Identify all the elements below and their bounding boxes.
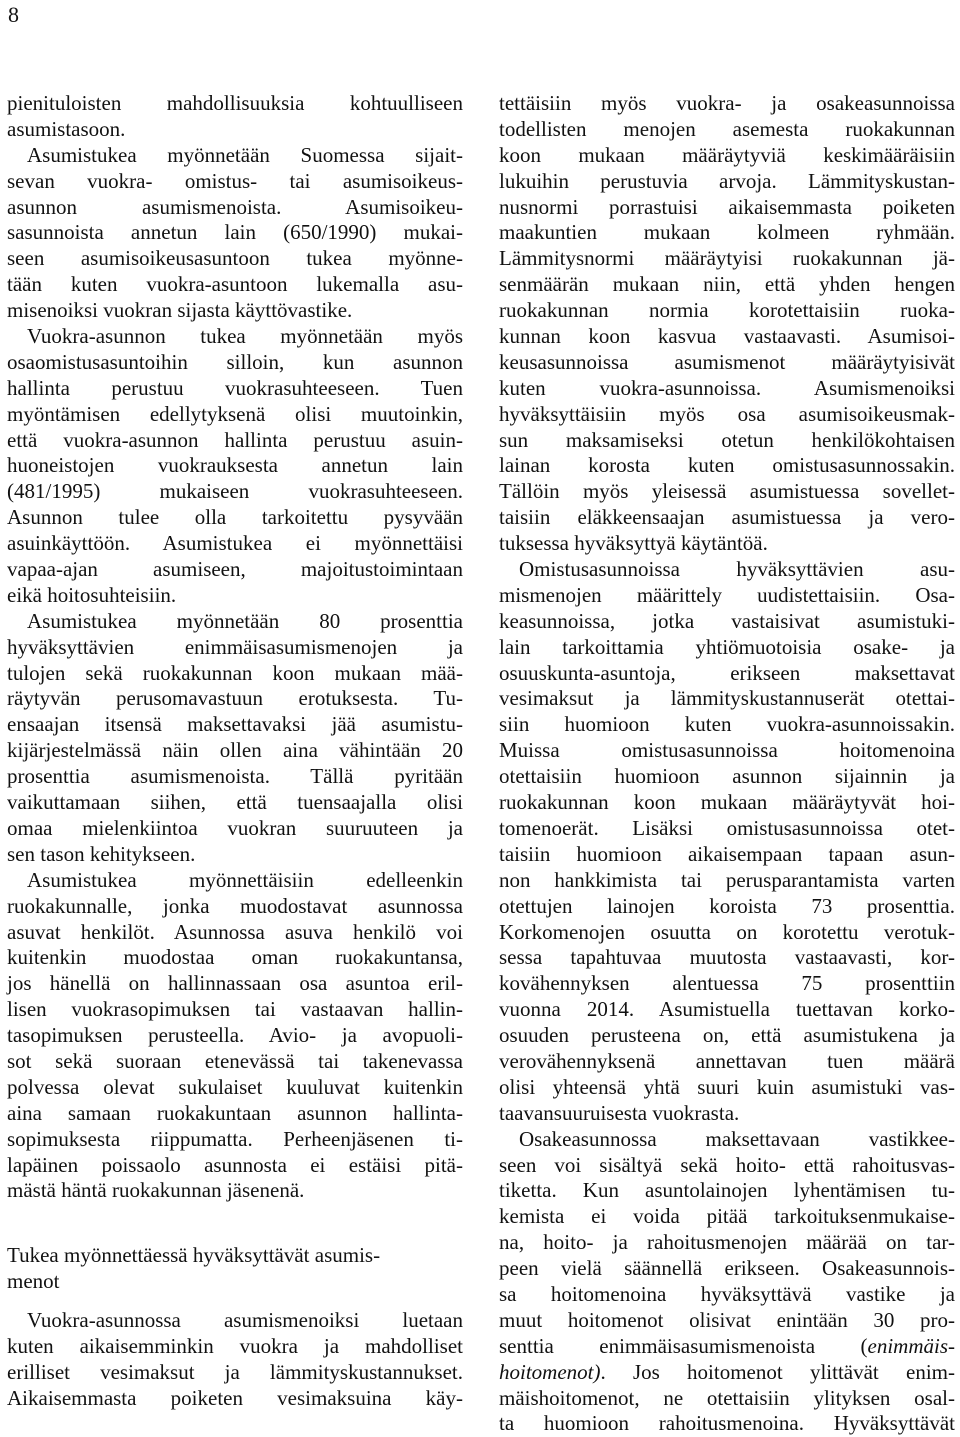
text-line: senttia enimmäisasumismenoista (enimmäis- xyxy=(499,1333,955,1358)
text-line: Asumistukea myönnetään Suomessa sijait- xyxy=(27,142,463,167)
text-line: huoneistojen vuokrauksesta annetun lain xyxy=(7,453,463,478)
italic-term: hoitomenot) xyxy=(499,1359,601,1384)
text-line: Vuokra-asunnon tukea myönnetään myös xyxy=(27,324,463,349)
text-line: Aikaisemmasta poiketen vesimaksuina käy- xyxy=(7,1385,463,1410)
text-line: senmäärän mukaan niin, että yhden hengen xyxy=(499,272,955,297)
text-line: hoitomenot). Jos hoitomenot ylittävät enim- xyxy=(499,1359,955,1384)
text-line: koon mukaan määräytyviä keskimääräisiin xyxy=(499,142,955,167)
spacer xyxy=(7,1230,463,1243)
text-line: seen asumisoikeusasuntoon tukea myönne- xyxy=(7,246,463,271)
italic-term: enimmäis- xyxy=(867,1333,955,1358)
text-line: kuten aikaisemminkin vuokra ja mahdolliset xyxy=(7,1333,463,1358)
text-line: lainan korosta kuten omistusasunnossakin. xyxy=(499,453,955,478)
text-line: taisiin huomioon aikaisempaan tapaan asun- xyxy=(499,841,955,866)
text-line: keusasunnoissa asumismenot määräytyisivät xyxy=(499,349,955,374)
text-line: hallinta perustuu vuokrasuhteeseen. Tuen xyxy=(7,375,463,400)
text-line: kovähennyksen alentuessa 75 prosenttiin xyxy=(499,971,955,996)
text-line: tiketta. Kun asuntolainojen lyhentämisen tu- xyxy=(499,1178,955,1203)
text-line: tomenoerät. Lisäksi omistusasunnoissa otet- xyxy=(499,815,955,840)
text-line: polvessa olevat sukulaiset kuuluvat kuitenkin xyxy=(7,1074,463,1099)
text-line: ruokakunnan koon mukaan määräytyvät hoi- xyxy=(499,790,955,815)
text-line: pienituloisten mahdollisuuksia kohtuulliseen xyxy=(7,91,463,115)
text-line: nusnormi porrastuisi aikaisemmasta poiketen xyxy=(499,194,955,219)
text-line: otettujen lainojen koroista 73 prosenttia. xyxy=(499,893,955,918)
text-line: Omistusasunnoissa hyväksyttävien asu- xyxy=(519,557,955,582)
text-line: misenoiksi vuokran sijasta käyttövastike. xyxy=(7,298,353,323)
text-line: sen tason kehitykseen. xyxy=(7,841,196,866)
text-line: tasopimuksen perusteella. Avio- ja avopuoli- xyxy=(7,1023,463,1048)
spacer xyxy=(7,1204,463,1230)
text-line: sa hoitomenoina hyväksyttävä vastike ja xyxy=(499,1281,955,1306)
text-line: asuinkäyttöön. Asumistukea ei myönnettäisi xyxy=(7,531,463,556)
text-line: asuvat henkilöt. Asunnossa asuva henkilö voi xyxy=(7,919,463,944)
spacer xyxy=(7,1295,463,1308)
text-line: todellisten menojen asemesta ruokakunnan xyxy=(499,116,955,141)
text-line: eikä hoitosuhteisiin. xyxy=(7,582,177,607)
text-line: sasunnoista annetun lain (650/1990) mukai- xyxy=(7,220,463,245)
text-line: osuuskunta-asuntoja, erikseen maksettavat xyxy=(499,660,955,685)
text-line: Tällöin myös yleisessä asumistuessa sovellet- xyxy=(499,479,955,504)
text-line: lapäinen poissaolo asunnosta ei estäisi pitä- xyxy=(7,1152,463,1177)
page-number: 8 xyxy=(8,2,19,27)
left-column xyxy=(7,91,463,1412)
text-line: Lämmitysnormi määräytyisi ruokakunnan jä- xyxy=(499,246,955,271)
text-line: mismenojen määrittely uudistettaisiin. Osa- xyxy=(499,582,955,607)
text-line: tään kuten vuokra-asuntoon lukemalla asu- xyxy=(7,272,463,297)
text-line: hyväksyttävien enimmäisasumismenojen ja xyxy=(7,634,463,659)
text-line: Korkomenojen osuutta on korotettu verotuk- xyxy=(499,919,955,944)
text-line: vapaa-ajan asumiseen, majoitustoimintaan xyxy=(7,557,463,582)
text-line: ensaajan itsensä maksettavaksi jää asumistu- xyxy=(7,712,463,737)
text-line: tuksessa hyväksyttyä käytäntöä. xyxy=(499,531,768,556)
text-line: osaomistusasuntoihin silloin, kun asunnon xyxy=(7,349,463,374)
text-line: sessa tapahtuvaa muutosta vastaavasti, kor- xyxy=(499,945,955,970)
text-line: peen vielä säännellä erikseen. Osakeasunnois- xyxy=(499,1256,955,1281)
text-line: kijärjestelmässä näin ollen aina vähintään 20 xyxy=(7,738,463,763)
text-line: olisi yhteensä yhtä suuri kuin asumistuki vas- xyxy=(499,1074,955,1099)
text-line: omaa mielenkiintoa vuokran suuruuteen ja xyxy=(7,815,463,840)
text-line: otettaisiin huomioon asunnon sijainnin ja xyxy=(499,764,955,789)
text-line: seen voi sisältyä sekä hoito- että rahoitusvas- xyxy=(499,1152,955,1177)
text-line: prosenttia asumismenoista. Tällä pyritään xyxy=(7,764,463,789)
text-line: maakuntien mukaan kolmeen ryhmään. xyxy=(499,220,955,245)
text-line: na, hoito- ja rahoitusmenojen määrää on tar- xyxy=(499,1230,955,1255)
text-line: sun maksamiseksi otetun henkilökohtaisen xyxy=(499,427,955,452)
text-line: Asumistukea myönnetään 80 prosenttia xyxy=(27,608,463,633)
text-line: räytyvän perusomavastuun erotuksesta. Tu- xyxy=(7,686,463,711)
text-line: verovähennyksenä annettavan tuen määrä xyxy=(499,1048,955,1073)
text-line: muut hoitomenot olisivat enintään 30 pro- xyxy=(499,1307,955,1332)
text-line: vaikuttamaan siihen, että tuensaajalla olisi xyxy=(7,790,463,815)
text-line: kunnan koon kasvua vastaavasti. Asumisoi- xyxy=(499,324,955,349)
text-line: sopimuksesta riippumatta. Perheenjäsenen ti- xyxy=(7,1126,463,1151)
text-line: mäishoitomenot, ne otettaisiin ylityksen osal- xyxy=(499,1385,955,1410)
text-line: sevan vuokra- omistus- tai asumisoikeus- xyxy=(7,168,463,193)
section-body xyxy=(7,1308,463,1412)
text-line: vuonna 2014. Asumistuella tuettavan korko- xyxy=(499,997,955,1022)
text-line: tettäisiin myös vuokra- ja osakeasunnoissa xyxy=(499,91,955,115)
right-column xyxy=(499,91,955,1437)
text-line: kemista ei voida pitää tarkoituksenmukaise- xyxy=(499,1204,955,1229)
text-line: kuten vuokra-asunnoissa. Asumismenoiksi xyxy=(499,375,955,400)
text-line: lisen vuokrasopimuksen tai vastaavan hallin- xyxy=(7,997,463,1022)
text-line: lukuihin perustuvia arvoja. Lämmityskustan- xyxy=(499,168,955,193)
text-line: myöntämisen edellytyksenä olisi muutoinkin, xyxy=(7,401,463,426)
text-line: Asumistukea myönnettäisiin edelleenkin xyxy=(27,867,463,892)
heading-line: Tukea myönnettäessä hyväksyttävät asumis- xyxy=(7,1243,381,1268)
text-line: ruokakunnan normia korotettaisiin ruoka- xyxy=(499,298,955,323)
text-line: lain tarkoittamia yhtiömuotoisia osake- ja xyxy=(499,634,955,659)
text-line: mästä häntä ruokakunnan jäsenenä. xyxy=(7,1178,305,1203)
text-line: osuuden perusteena on, että asumistukena ja xyxy=(499,1023,955,1048)
text-line: non hankkimista tai perusparantamista varten xyxy=(499,867,955,892)
section-heading xyxy=(7,1243,463,1295)
text-line: Asunnon tulee olla tarkoitettu pysyvään xyxy=(7,505,463,530)
text-line: asunnon asumismenoista. Asumisoikeu- xyxy=(7,194,463,219)
text-line: ruokakunnalle, jonka muodostavat asunnossa xyxy=(7,893,463,918)
text-line: aina samaan ruokakuntaan asunnon hallinta- xyxy=(7,1100,463,1125)
text-line: taavansuuruisesta vuokrasta. xyxy=(499,1100,740,1125)
left-column-body xyxy=(7,91,463,1204)
text-line: keasunnoissa, jotka vastaisivat asumistuki- xyxy=(499,608,955,633)
text-line: jos hänellä on hallinnassaan osa asuntoa eril- xyxy=(7,971,463,996)
text-line: Osakeasunnossa maksettavaan vastikkee- xyxy=(519,1126,955,1151)
text-line: Muissa omistusasunnoissa hoitomenoina xyxy=(499,738,955,763)
text-line: asumistasoon. xyxy=(7,116,126,141)
text-line: ta huomioon rahoitusmenoina. Hyväksyttävät xyxy=(499,1411,955,1436)
text-line: kuitenkin muodostaa oman ruokakuntansa, xyxy=(7,945,463,970)
text-line: että vuokra-asunnon hallinta perustuu asuin- xyxy=(7,427,463,452)
text-line: siin huomioon kuten vuokra-asunnoissakin. xyxy=(499,712,955,737)
text-line: hyväksyttäisiin myös osa asumisoikeusmak- xyxy=(499,401,955,426)
text-line: Vuokra-asunnossa asumismenoiksi luetaan xyxy=(27,1308,463,1333)
text-line: vesimaksut ja lämmityskustannuserät otettai- xyxy=(499,686,955,711)
text-line: (481/1995) mukaiseen vuokrasuhteeseen. xyxy=(7,479,463,504)
text-line: taisiin eläkkeensaajan asumistuessa ja vero- xyxy=(499,505,955,530)
text-line: tulojen sekä ruokakunnan koon mukaan mää- xyxy=(7,660,463,685)
text-line: sot sekä suoraan etenevässä tai takenevassa xyxy=(7,1048,463,1073)
text-line: erilliset vesimaksut ja lämmityskustannukset. xyxy=(7,1359,463,1384)
heading-line: menot xyxy=(7,1269,60,1294)
